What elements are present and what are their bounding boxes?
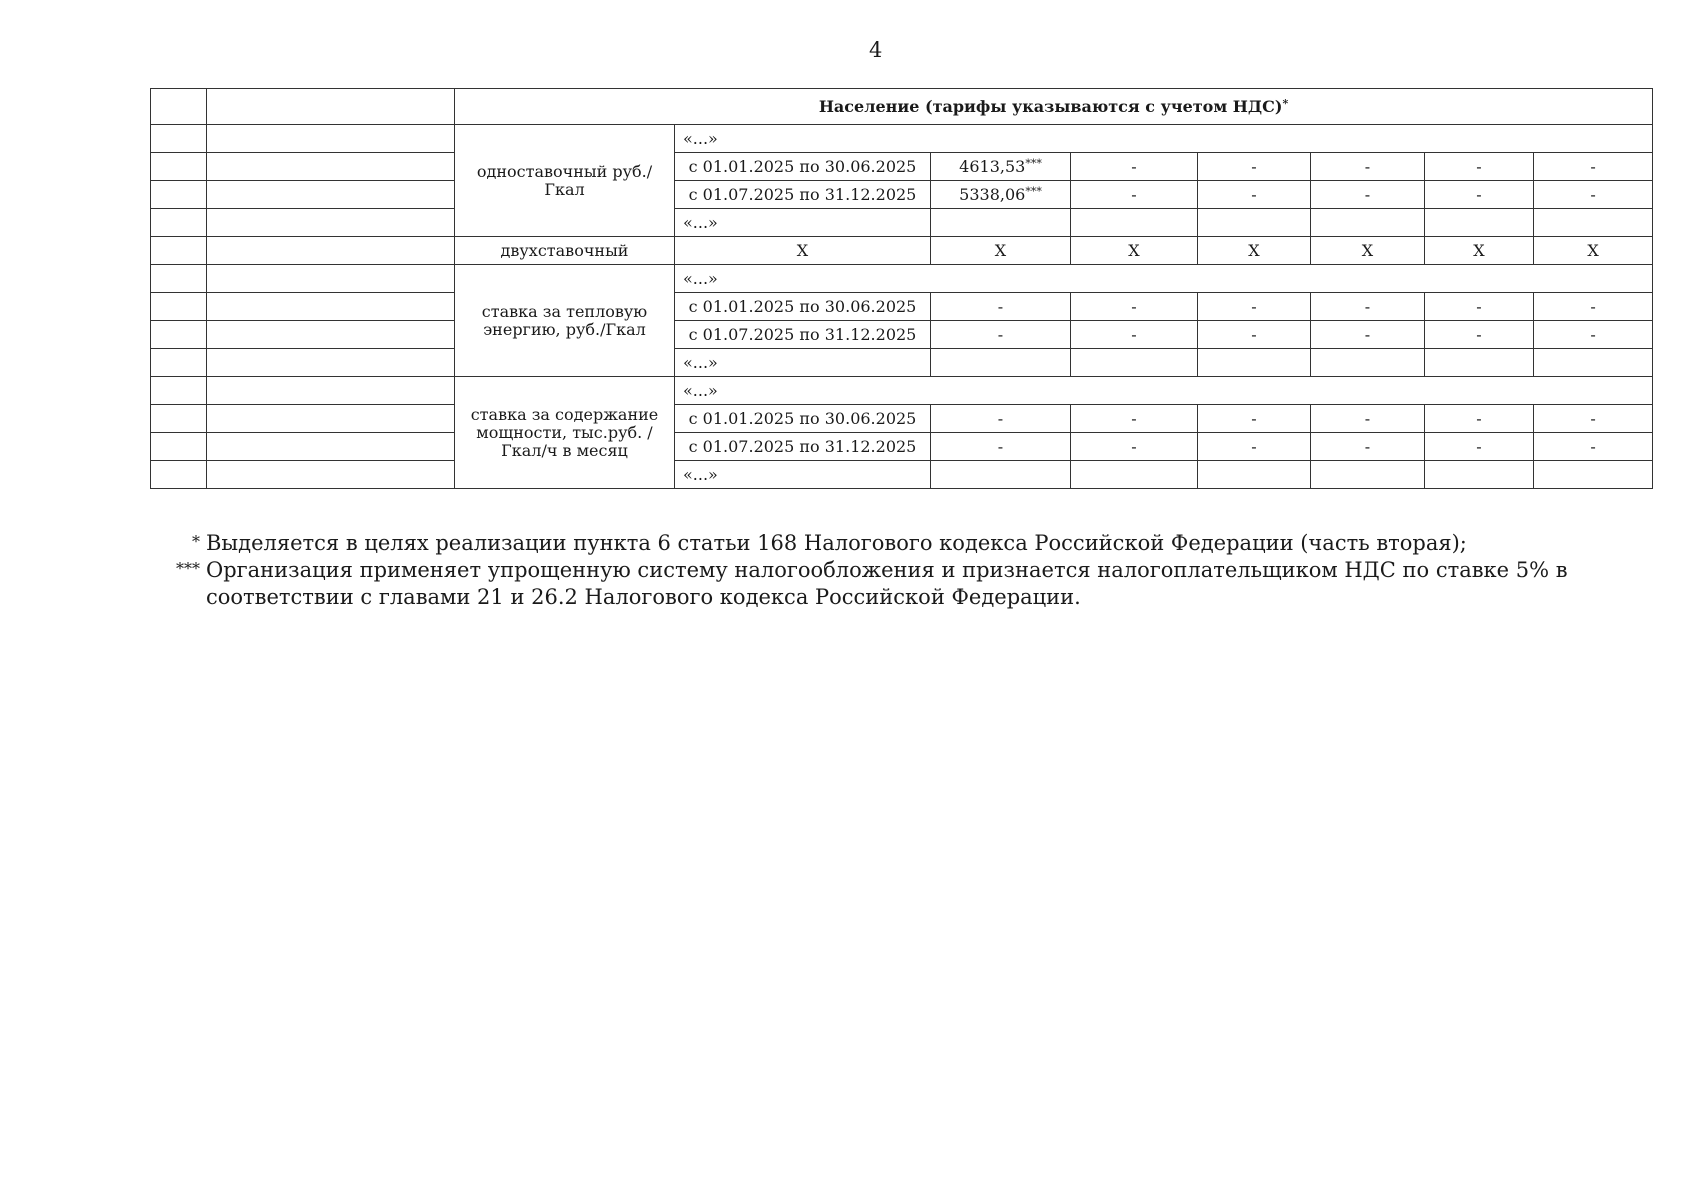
table-row (151, 209, 1653, 237)
dash-cell: - (1071, 433, 1198, 461)
dash-cell: - (1311, 293, 1425, 321)
footnote-text: Организация применяет упрощенную систему налогообложения и признается налогоплательщиком НДС по ставке 5% в соответствии с главами 21 и 26.2 Налогового кодекса Российской Федерации. (206, 558, 1568, 609)
cross-cell: X (1311, 237, 1425, 265)
table-cell (151, 89, 207, 125)
table-row (151, 181, 1653, 209)
heat-rate-label: ставка за тепловую энергию, руб./Гкал (455, 265, 675, 377)
dash-cell: - (1198, 405, 1311, 433)
dash-cell: - (1311, 153, 1425, 181)
dash-cell: - (1198, 433, 1311, 461)
period-cell: с 01.01.2025 по 30.06.2025 (675, 153, 931, 181)
dash-cell: - (931, 433, 1071, 461)
dash-cell: - (1198, 181, 1311, 209)
dash-cell: - (1425, 181, 1534, 209)
tariff-value: 4613,53 (959, 156, 1026, 176)
table-row (151, 321, 1653, 349)
table-row (151, 153, 1653, 181)
tariff-value-cell (931, 153, 1071, 181)
footnote-mark: * (192, 532, 200, 551)
single-rate-label: одноставочный руб./Гкал (455, 125, 675, 237)
period-cell: с 01.07.2025 по 31.12.2025 (675, 181, 931, 209)
dash-cell: - (1534, 293, 1653, 321)
footnotes (160, 530, 1650, 611)
table-row (151, 377, 1653, 405)
dash-cell: - (1198, 321, 1311, 349)
cross-cell: X (1198, 237, 1311, 265)
dash-cell: - (1425, 321, 1534, 349)
footnote-mark: *** (1025, 156, 1042, 170)
period-cell: с 01.07.2025 по 31.12.2025 (675, 433, 931, 461)
table-row (151, 405, 1653, 433)
ellipsis-cell: «...» (675, 125, 1653, 153)
footnote (160, 557, 1650, 611)
header-text: Население (тарифы указываются с учетом НДС) (818, 96, 1283, 116)
footnote-text: Выделяется в целях реализации пункта 6 статьи 168 Налогового кодекса Российской Федерации (часть вторая); (206, 531, 1467, 555)
dash-cell: - (1198, 153, 1311, 181)
table-row (151, 433, 1653, 461)
dash-cell: - (1425, 293, 1534, 321)
capacity-rate-label: ставка за содержание мощности, тыс.руб. /Гкал/ч в месяц (455, 377, 675, 489)
dash-cell: - (1534, 181, 1653, 209)
dash-cell: - (1071, 405, 1198, 433)
tariff-table (150, 88, 1653, 489)
cross-cell: X (931, 237, 1071, 265)
dash-cell: - (1311, 433, 1425, 461)
table-cell (207, 89, 455, 125)
dash-cell: - (1071, 181, 1198, 209)
tariff-value: 5338,06 (959, 184, 1026, 204)
footnote-mark: *** (1025, 184, 1042, 198)
cross-cell: X (1425, 237, 1534, 265)
cross-cell: X (1534, 237, 1653, 265)
dash-cell: - (1311, 405, 1425, 433)
dash-cell: - (1071, 293, 1198, 321)
period-cell: с 01.07.2025 по 31.12.2025 (675, 321, 931, 349)
table-row (151, 293, 1653, 321)
ellipsis-cell: «...» (675, 265, 1653, 293)
dash-cell: - (1071, 321, 1198, 349)
dash-cell: - (1534, 321, 1653, 349)
dash-cell: - (1311, 321, 1425, 349)
dash-cell: - (1198, 293, 1311, 321)
dash-cell: - (931, 405, 1071, 433)
table-row (151, 237, 1653, 265)
cross-cell: X (675, 237, 931, 265)
ellipsis-cell: «...» (675, 377, 1653, 405)
dash-cell: - (1425, 405, 1534, 433)
table-header-row (151, 89, 1653, 125)
dash-cell: - (931, 321, 1071, 349)
footnote-mark: * (1282, 96, 1289, 110)
table-row (151, 349, 1653, 377)
ellipsis-cell: «...» (675, 461, 931, 489)
dash-cell: - (1311, 181, 1425, 209)
ellipsis-cell: «...» (675, 349, 931, 377)
table-row (151, 461, 1653, 489)
period-cell: с 01.01.2025 по 30.06.2025 (675, 405, 931, 433)
dash-cell: - (1425, 153, 1534, 181)
footnote-mark: *** (176, 559, 200, 578)
dash-cell: - (1425, 433, 1534, 461)
tariff-value-cell (931, 181, 1071, 209)
two-rate-label: двухставочный (455, 237, 675, 265)
page-number: 4 (869, 38, 883, 62)
dash-cell: - (1534, 153, 1653, 181)
table-row (151, 125, 1653, 153)
table-header (455, 89, 1653, 125)
ellipsis-cell: «...» (675, 209, 931, 237)
period-cell: с 01.01.2025 по 30.06.2025 (675, 293, 931, 321)
dash-cell: - (1534, 433, 1653, 461)
table-row (151, 265, 1653, 293)
cross-cell: X (1071, 237, 1198, 265)
footnote (160, 530, 1650, 557)
dash-cell: - (1534, 405, 1653, 433)
dash-cell: - (931, 293, 1071, 321)
dash-cell: - (1071, 153, 1198, 181)
